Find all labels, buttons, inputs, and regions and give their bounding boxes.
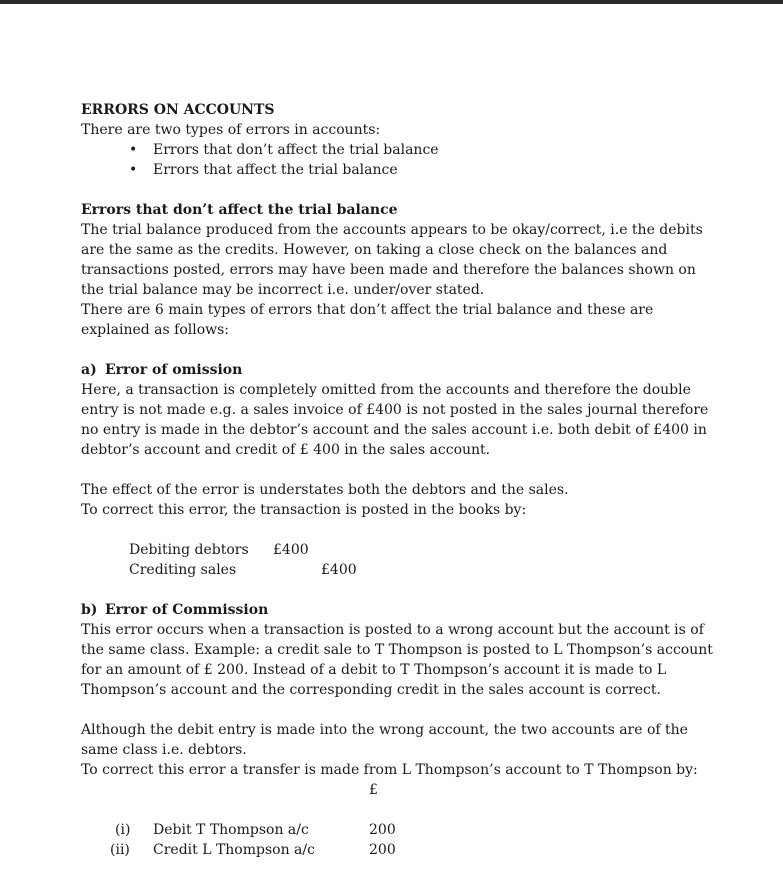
- paragraph-line: are the same as the credits. However, on taking a close check on the balances and: [81, 242, 668, 258]
- subsection-title: [81, 360, 721, 380]
- paragraph-line: Although the debit entry is made into the wrong account, the two accounts are of the: [81, 722, 688, 738]
- paragraph-line: entry is not made e.g. a sales invoice of £400 is not posted in the sales journal therefore: [81, 402, 709, 418]
- paragraph-line: no entry is made in the debtor’s account and the sales account i.e. both debit of £400 in: [81, 422, 707, 438]
- bullet-item: [81, 160, 721, 180]
- document-page: [81, 100, 721, 860]
- entry-amount: 200: [369, 822, 396, 838]
- paragraph-line: The effect of the error is understates both the debtors and the sales.: [81, 482, 569, 498]
- paragraph-line: This error occurs when a transaction is posted to a wrong account but the account is of: [81, 622, 704, 638]
- paragraph-line: for an amount of £ 200. Instead of a debit to T Thompson’s account it is made to L: [81, 662, 667, 678]
- paragraph-line: the same class. Example: a credit sale to T Thompson is posted to L Thompson’s account: [81, 642, 713, 658]
- bullet-icon: •: [129, 142, 138, 158]
- subsection-name: Error of Commission: [105, 602, 269, 618]
- bullet-icon: •: [129, 162, 138, 178]
- currency-header: £: [369, 782, 378, 798]
- paragraph-line: the trial balance may be incorrect i.e. under/over stated.: [81, 282, 485, 298]
- currency-header-row: [81, 780, 721, 800]
- entry-label: Credit L Thompson a/c: [153, 842, 315, 858]
- subsection-label: a): [81, 362, 97, 378]
- entry-amount: 200: [369, 842, 396, 858]
- entry-debit: £400: [273, 542, 309, 558]
- subsection-label: b): [81, 602, 98, 618]
- entry-number: (i): [115, 822, 131, 838]
- paragraph-line: There are 6 main types of errors that don’t affect the trial balance and these are: [81, 302, 654, 318]
- entry-label: Debit T Thompson a/c: [153, 822, 309, 838]
- subsection-name: Error of omission: [105, 362, 243, 378]
- paragraph-line: explained as follows:: [81, 322, 230, 338]
- top-border: [0, 0, 783, 4]
- paragraph-line: To correct this error a transfer is made from L Thompson’s account to T Thompson by:: [81, 762, 698, 778]
- paragraph-line: same class i.e. debtors.: [81, 742, 247, 758]
- bullet-item: [81, 140, 721, 160]
- journal-entry-row: [81, 820, 721, 840]
- page-heading: ERRORS ON ACCOUNTS: [81, 102, 275, 118]
- paragraph-line: transactions posted, errors may have been made and therefore the balances shown on: [81, 262, 696, 278]
- section-title: Errors that don’t affect the trial balance: [81, 202, 398, 218]
- paragraph-line: To correct this error, the transaction is posted in the books by:: [81, 502, 527, 518]
- intro-text: There are two types of errors in accounts:: [81, 122, 381, 138]
- paragraph-line: The trial balance produced from the accounts appears to be okay/correct, i.e the debits: [81, 222, 703, 238]
- journal-entry-row: [81, 840, 721, 860]
- journal-entry-row: [81, 540, 721, 560]
- entry-credit: £400: [321, 562, 357, 578]
- bullet-text: Errors that affect the trial balance: [153, 162, 398, 178]
- entry-number: (ii): [110, 842, 130, 858]
- paragraph-line: Thompson’s account and the corresponding credit in the sales account is correct.: [81, 682, 661, 698]
- paragraph-line: debtor’s account and credit of £ 400 in the sales account.: [81, 442, 491, 458]
- entry-label: Debiting debtors: [129, 542, 249, 558]
- entry-label: Crediting sales: [129, 562, 237, 578]
- paragraph-line: Here, a transaction is completely omitted from the accounts and therefore the double: [81, 382, 691, 398]
- journal-entry-row: [81, 560, 721, 580]
- subsection-title: [81, 600, 721, 620]
- bullet-text: Errors that don’t affect the trial balance: [153, 142, 439, 158]
